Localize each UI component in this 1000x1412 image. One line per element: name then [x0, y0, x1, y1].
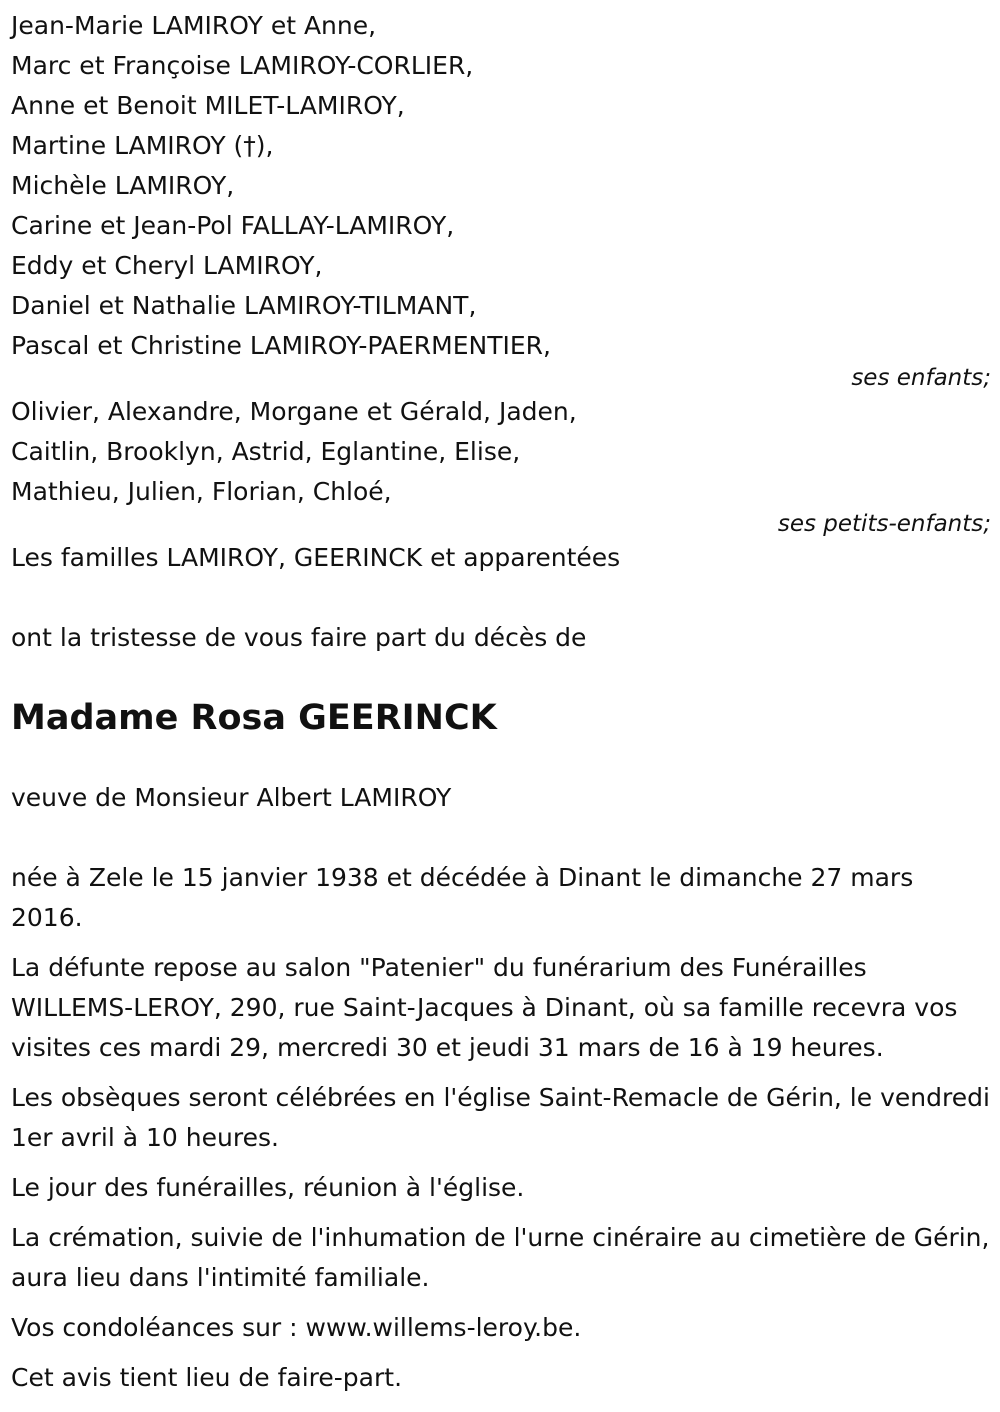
- child-entry: Marc et Françoise LAMIROY-CORLIER,: [11, 51, 474, 80]
- grandchildren-entry: Caitlin, Brooklyn, Astrid, Eglantine, Elise,: [11, 437, 521, 466]
- children-label: ses enfants;: [851, 365, 991, 391]
- child-entry: Anne et Benoit MILET-LAMIROY,: [11, 91, 405, 120]
- families-line: Les familles LAMIROY, GEERINCK et apparentées: [11, 543, 621, 572]
- child-entry: Martine LAMIROY (†),: [11, 131, 274, 160]
- announcement-line: ont la tristesse de vous faire part du décès de: [11, 623, 587, 652]
- condolences-paragraph: Vos condoléances sur : www.willems-leroy.be.: [11, 1313, 582, 1342]
- child-entry: Daniel et Nathalie LAMIROY-TILMANT,: [11, 291, 477, 320]
- child-entry: Eddy et Cheryl LAMIROY,: [11, 251, 323, 280]
- child-entry: Carine et Jean-Pol FALLAY-LAMIROY,: [11, 211, 455, 240]
- grandchildren-label: ses petits-enfants;: [777, 511, 991, 537]
- children-list: [11, 6, 991, 366]
- notice-paragraph: Cet avis tient lieu de faire-part.: [11, 1363, 403, 1392]
- child-entry: Michèle LAMIROY,: [11, 171, 235, 200]
- obituary-notice: [11, 6, 991, 1408]
- birth-death-paragraph: née à Zele le 15 janvier 1938 et décédée à Dinant le dimanche 27 mars 2016.: [11, 863, 914, 932]
- grandchildren-entry: Mathieu, Julien, Florian, Chloé,: [11, 477, 392, 506]
- child-entry: Jean-Marie LAMIROY et Anne,: [11, 11, 377, 40]
- grandchildren-list: [11, 392, 991, 512]
- deceased-name: Madame Rosa GEERINCK: [11, 698, 497, 738]
- cremation-paragraph: La crémation, suivie de l'inhumation de l'urne cinéraire au cimetière de Gérin, aura lieu dans l'intimité familiale.: [11, 1223, 990, 1292]
- child-entry: Pascal et Christine LAMIROY-PAERMENTIER,: [11, 331, 551, 360]
- meeting-paragraph: Le jour des funérailles, réunion à l'église.: [11, 1173, 525, 1202]
- widow-of-line: veuve de Monsieur Albert LAMIROY: [11, 783, 452, 812]
- funeral-paragraph: Les obsèques seront célébrées en l'église Saint-Remacle de Gérin, le vendredi 1er avril à 10 heures.: [11, 1083, 990, 1152]
- grandchildren-entry: Olivier, Alexandre, Morgane et Gérald, Jaden,: [11, 397, 577, 426]
- visitation-paragraph: La défunte repose au salon "Patenier" du funérarium des Funérailles WILLEMS-LEROY, 290, rue Saint-Jacques à Dinant, où sa famille recevra vos visites ces mardi 29, mercredi 30 et jeudi 31 mars de 16 à 19 heures.: [11, 953, 958, 1062]
